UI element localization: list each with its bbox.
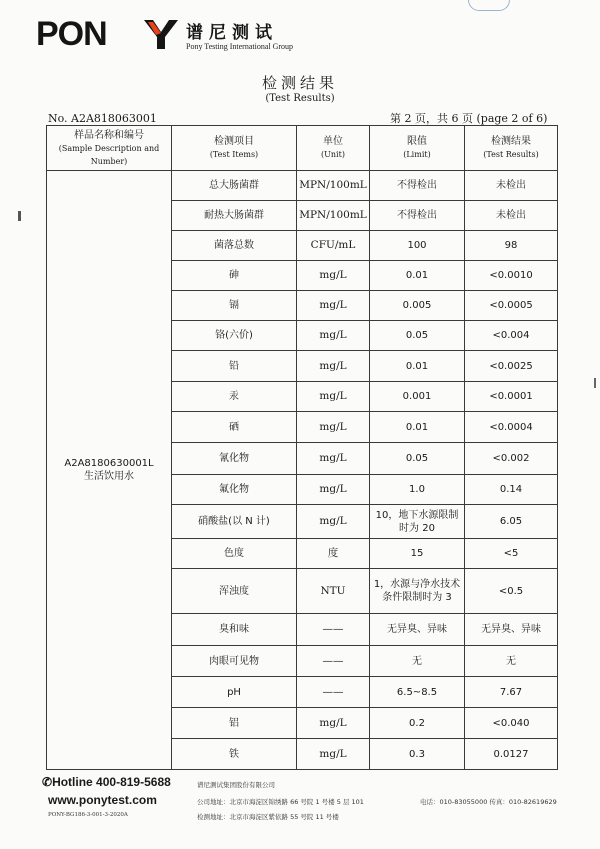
cell-result: <5 <box>465 539 558 569</box>
phone-icon: ✆ <box>42 775 53 789</box>
cell-item: 铝 <box>172 708 297 739</box>
table-header-row <box>47 126 558 171</box>
cell-item: 镉 <box>172 291 297 321</box>
binding-mark <box>594 378 596 388</box>
cell-unit: CFU/mL <box>297 231 370 261</box>
header-limit: 限值 (Limit) <box>370 126 465 171</box>
pony-logo <box>36 16 316 56</box>
cell-result: <0.004 <box>465 321 558 351</box>
header-test-results: 检测结果 (Test Results) <box>465 126 558 171</box>
sample-id: A2A8180630001L <box>64 458 154 469</box>
header-test-items: 检测项目 (Test Items) <box>172 126 297 171</box>
sample-name: 生活饮用水 <box>84 471 134 482</box>
cell-limit: 无异臭、异味 <box>370 614 465 646</box>
cell-limit: 0.2 <box>370 708 465 739</box>
page-number: 第 2 页，共 6 页 (page 2 of 6) <box>390 112 548 125</box>
hotline: ✆Hotline 400-819-5688 <box>42 775 171 789</box>
cell-unit: —— <box>297 614 370 646</box>
document-code: PONY-BG186-3-001-3-2020A <box>48 812 128 818</box>
cell-unit: mg/L <box>297 739 370 770</box>
lab-address: 检测地址：北京市海淀区紫依路 55 号院 11 号楼 <box>197 813 339 821</box>
cell-unit: MPN/100mL <box>297 201 370 231</box>
website-link[interactable]: www.ponytest.com <box>48 793 157 807</box>
cell-item: 硝酸盐(以 N 计) <box>172 505 297 539</box>
cell-unit: mg/L <box>297 443 370 475</box>
cell-limit: 0.005 <box>370 291 465 321</box>
cell-limit: 1.0 <box>370 475 465 505</box>
brand-english-name: Pony Testing International Group <box>186 42 294 51</box>
cell-unit: mg/L <box>297 291 370 321</box>
cell-limit: 不得检出 <box>370 171 465 201</box>
cell-unit: mg/L <box>297 382 370 412</box>
binding-mark <box>18 211 21 221</box>
contact-info: 电话：010-83055000 传真：010-82619629 <box>420 798 557 806</box>
cell-limit: 0.01 <box>370 261 465 291</box>
header-sample: 样品名称和编号 (Sample Description and Number) <box>47 126 172 171</box>
cell-item: pH <box>172 677 297 708</box>
cell-unit: —— <box>297 646 370 677</box>
cell-result: 0.14 <box>465 475 558 505</box>
cell-limit: 0.05 <box>370 443 465 475</box>
cell-result: <0.0001 <box>465 382 558 412</box>
cell-item: 铁 <box>172 739 297 770</box>
cell-item: 氟化物 <box>172 475 297 505</box>
cell-limit: 10，地下水源限制时为 20 <box>370 505 465 539</box>
company-name: 谱尼测试集团股份有限公司 <box>197 781 275 789</box>
brand-y-mark <box>144 18 178 50</box>
cell-limit: 0.05 <box>370 321 465 351</box>
page-title: 检测结果 <box>261 74 338 92</box>
cell-item: 菌落总数 <box>172 231 297 261</box>
cell-limit: 0.01 <box>370 351 465 382</box>
cell-item: 铬(六价) <box>172 321 297 351</box>
corner-stamp-mark <box>468 0 510 11</box>
cell-result: <0.0004 <box>465 412 558 443</box>
brand-wordmark: PON <box>36 15 107 53</box>
page-title-english: (Test Results) <box>265 93 335 104</box>
cell-item: 耐热大肠菌群 <box>172 201 297 231</box>
cell-result: 0.0127 <box>465 739 558 770</box>
cell-result: 未检出 <box>465 171 558 201</box>
cell-limit: 6.5~8.5 <box>370 677 465 708</box>
cell-limit: 1，水源与净水技术条件限制时为 3 <box>370 569 465 614</box>
cell-result: <0.002 <box>465 443 558 475</box>
cell-limit: 0.01 <box>370 412 465 443</box>
cell-item: 氰化物 <box>172 443 297 475</box>
company-address: 公司地址：北京市海淀区锦绣路 66 号院 1 号楼 5 层 101 <box>197 798 364 806</box>
test-results-table <box>46 125 558 770</box>
cell-result: 未检出 <box>465 201 558 231</box>
cell-unit: mg/L <box>297 475 370 505</box>
cell-result: <0.040 <box>465 708 558 739</box>
header-unit: 单位 (Unit) <box>297 126 370 171</box>
cell-item: 汞 <box>172 382 297 412</box>
cell-item: 铅 <box>172 351 297 382</box>
cell-item: 臭和味 <box>172 614 297 646</box>
cell-unit: mg/L <box>297 708 370 739</box>
cell-unit: 度 <box>297 539 370 569</box>
cell-unit: NTU <box>297 569 370 614</box>
cell-item: 色度 <box>172 539 297 569</box>
cell-unit: mg/L <box>297 351 370 382</box>
cell-result: <0.0005 <box>465 291 558 321</box>
cell-result: 6.05 <box>465 505 558 539</box>
sample-cell <box>47 171 172 770</box>
cell-result: <0.0025 <box>465 351 558 382</box>
cell-result: <0.0010 <box>465 261 558 291</box>
cell-item: 浑浊度 <box>172 569 297 614</box>
cell-limit: 100 <box>370 231 465 261</box>
cell-limit: 0.001 <box>370 382 465 412</box>
cell-result: 98 <box>465 231 558 261</box>
table-row <box>47 171 558 201</box>
cell-limit: 0.3 <box>370 739 465 770</box>
cell-limit: 15 <box>370 539 465 569</box>
cell-unit: mg/L <box>297 261 370 291</box>
cell-limit: 不得检出 <box>370 201 465 231</box>
cell-limit: 无 <box>370 646 465 677</box>
cell-unit: —— <box>297 677 370 708</box>
cell-result: 无 <box>465 646 558 677</box>
cell-result: 7.67 <box>465 677 558 708</box>
cell-item: 硒 <box>172 412 297 443</box>
cell-item: 砷 <box>172 261 297 291</box>
cell-result: <0.5 <box>465 569 558 614</box>
cell-item: 总大肠菌群 <box>172 171 297 201</box>
cell-item: 肉眼可见物 <box>172 646 297 677</box>
cell-unit: mg/L <box>297 505 370 539</box>
cell-unit: MPN/100mL <box>297 171 370 201</box>
cell-result: 无异臭、异味 <box>465 614 558 646</box>
cell-unit: mg/L <box>297 412 370 443</box>
cell-unit: mg/L <box>297 321 370 351</box>
report-number: No. A2A818063001 <box>48 112 157 125</box>
brand-chinese-name: 谱尼测试 <box>186 23 278 43</box>
